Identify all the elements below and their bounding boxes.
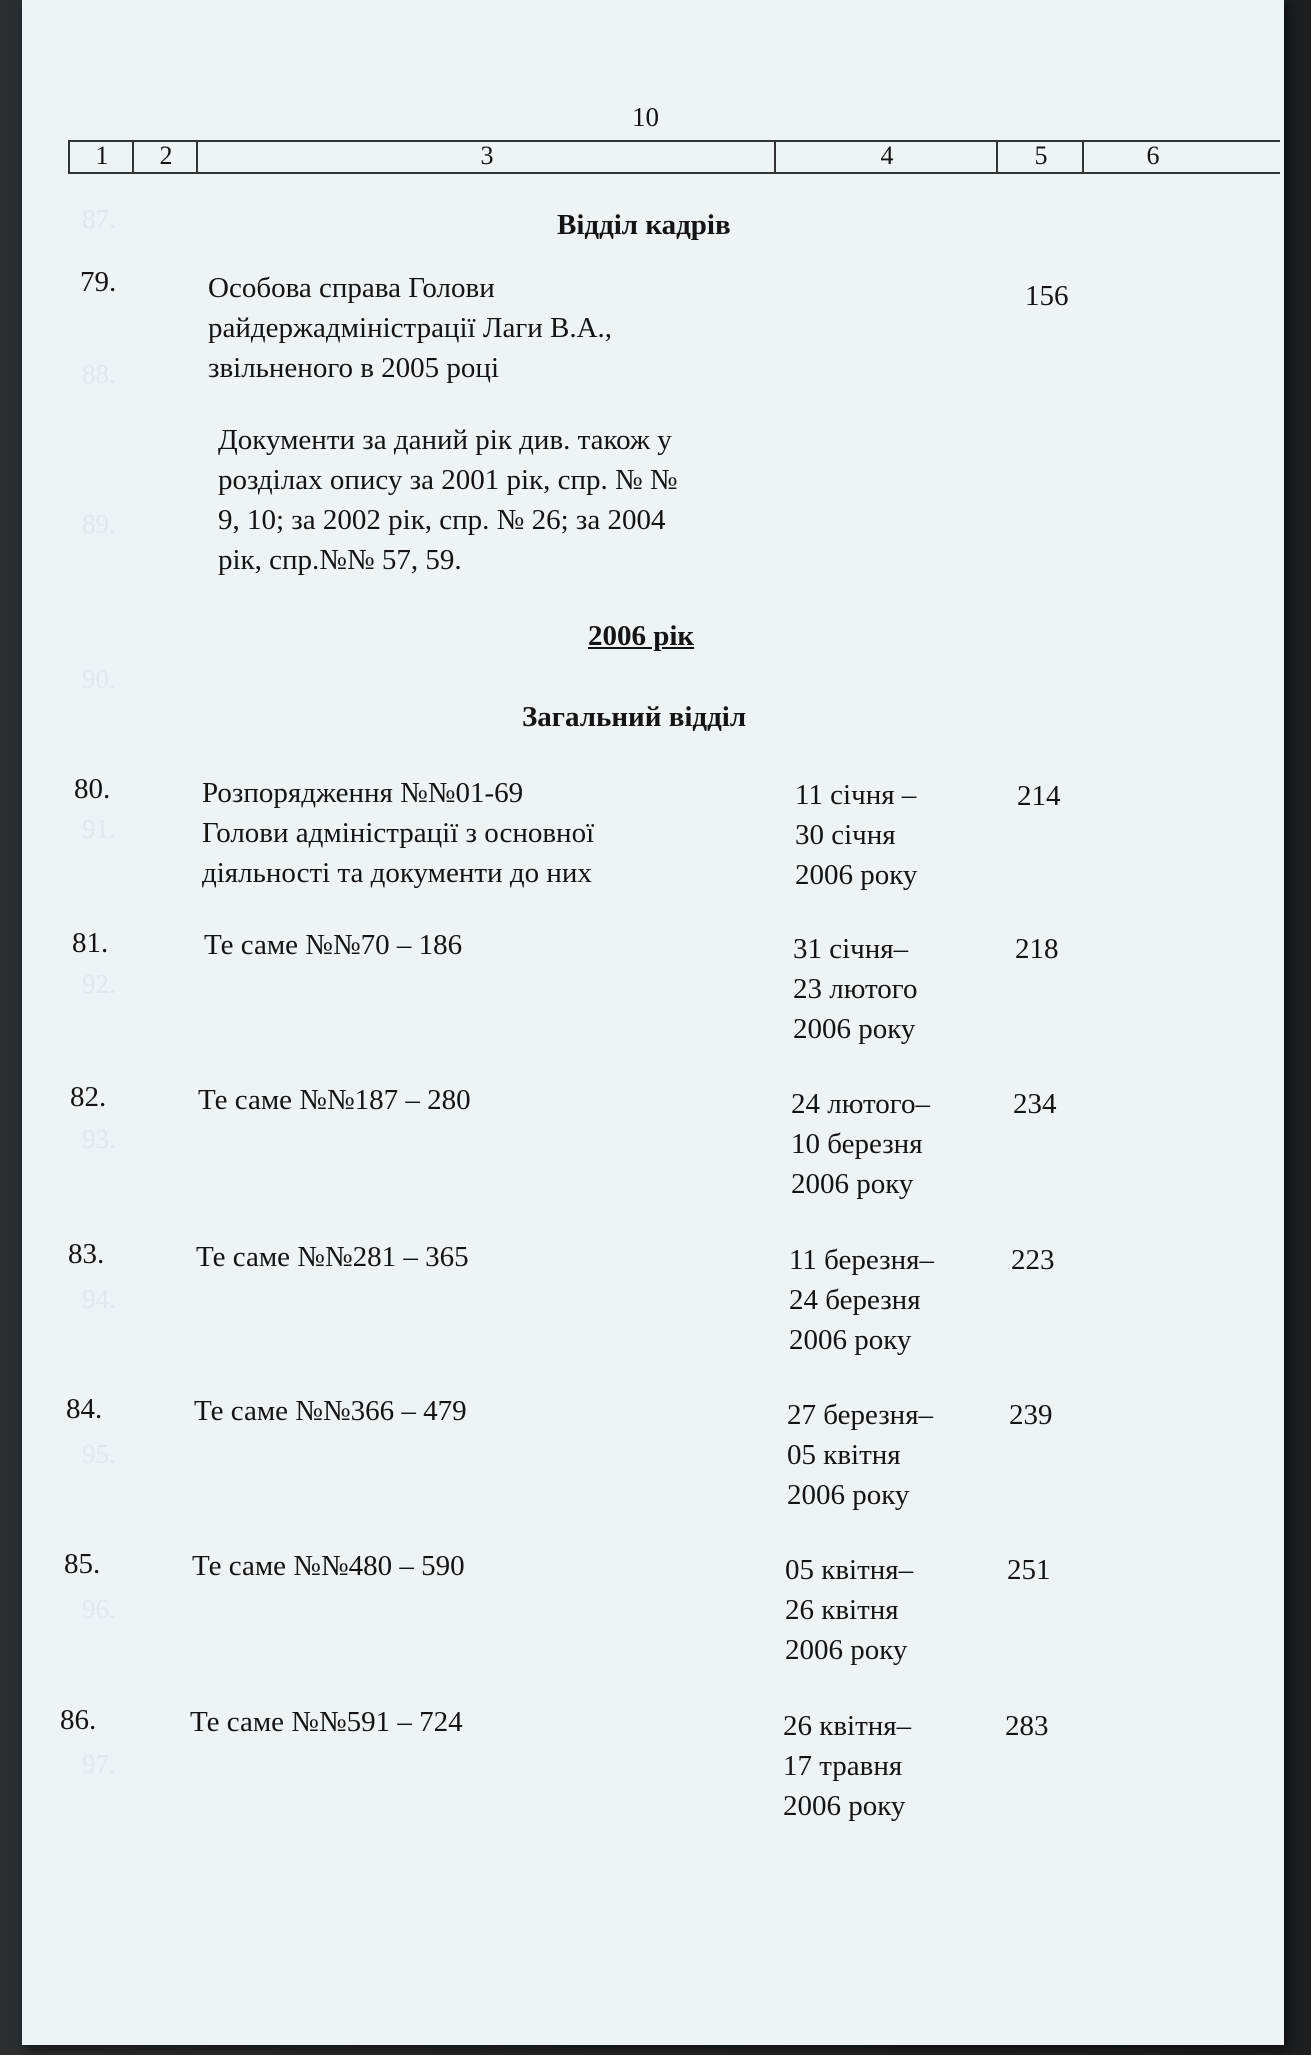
item-dates: 24 лютого– 10 березня 2006 року: [791, 1088, 930, 1200]
section-heading-general: Загальний відділ: [522, 701, 747, 733]
item-sheets: 156: [1025, 280, 1069, 312]
section-heading-personnel: Відділ кадрів: [557, 209, 731, 241]
cross-reference-note: Документи за даний рік див. також у розділах опису за 2001 рік, спр. № № 9, 10; за 2002 рік, спр. № 26; за 2004 рік, спр.№№ 57, 59.: [218, 424, 678, 576]
column-header-1: 1: [68, 140, 134, 172]
item-description: Те саме №№591 – 724: [190, 1706, 463, 1738]
item-number: 84.: [66, 1393, 103, 1425]
column-header-4: 4: [774, 140, 998, 172]
document-page: [22, 0, 1284, 2045]
item-description: Те саме №№70 – 186: [204, 929, 463, 961]
item-description: Особова справа Голови райдержадміністрації Лаги В.А., звільненого в 2005 році: [208, 272, 613, 384]
item-dates: 31 січня– 23 лютого 2006 року: [793, 933, 918, 1045]
item-sheets: 214: [1017, 780, 1061, 812]
item-number: 83.: [68, 1238, 105, 1270]
item-sheets: 218: [1015, 933, 1059, 965]
item-sheets: 283: [1005, 1710, 1049, 1742]
item-description: Те саме №№187 – 280: [198, 1084, 471, 1116]
bleed-through-layer: 87. 88. 89. 90. 91. 92. 93. 94. 95. 96. 97.: [82, 204, 116, 1779]
column-header-5: 5: [996, 140, 1084, 172]
column-header-2: 2: [132, 140, 198, 172]
column-header-3: 3: [196, 140, 776, 172]
item-description: Те саме №№366 – 479: [194, 1395, 467, 1427]
item-dates: 11 березня– 24 березня 2006 року: [789, 1244, 934, 1356]
item-description: Розпорядження №№01-69 Голови адміністрації з основної діяльності та документи до них: [202, 777, 595, 889]
column-header-6: 6: [1082, 140, 1222, 172]
item-dates: 05 квітня– 26 квітня 2006 року: [785, 1554, 914, 1666]
item-sheets: 234: [1013, 1088, 1057, 1120]
item-description: Те саме №№281 – 365: [196, 1241, 469, 1273]
item-dates: 11 січня – 30 січня 2006 року: [795, 779, 918, 891]
item-description: Те саме №№480 – 590: [192, 1550, 465, 1582]
item-number: 80.: [74, 773, 111, 805]
item-number: 79.: [80, 266, 117, 298]
item-sheets: 251: [1007, 1554, 1051, 1586]
item-number: 85.: [64, 1548, 101, 1580]
item-dates: 26 квітня– 17 травня 2006 року: [783, 1710, 912, 1822]
item-dates: 27 березня– 05 квітня 2006 року: [787, 1399, 934, 1511]
item-number: 86.: [60, 1704, 97, 1736]
item-sheets: 239: [1009, 1399, 1053, 1431]
item-number: 82.: [70, 1081, 107, 1113]
page-number: 10: [632, 102, 659, 132]
item-sheets: 223: [1011, 1244, 1055, 1276]
item-number: 81.: [72, 927, 109, 959]
year-heading: 2006 рік: [588, 620, 695, 652]
